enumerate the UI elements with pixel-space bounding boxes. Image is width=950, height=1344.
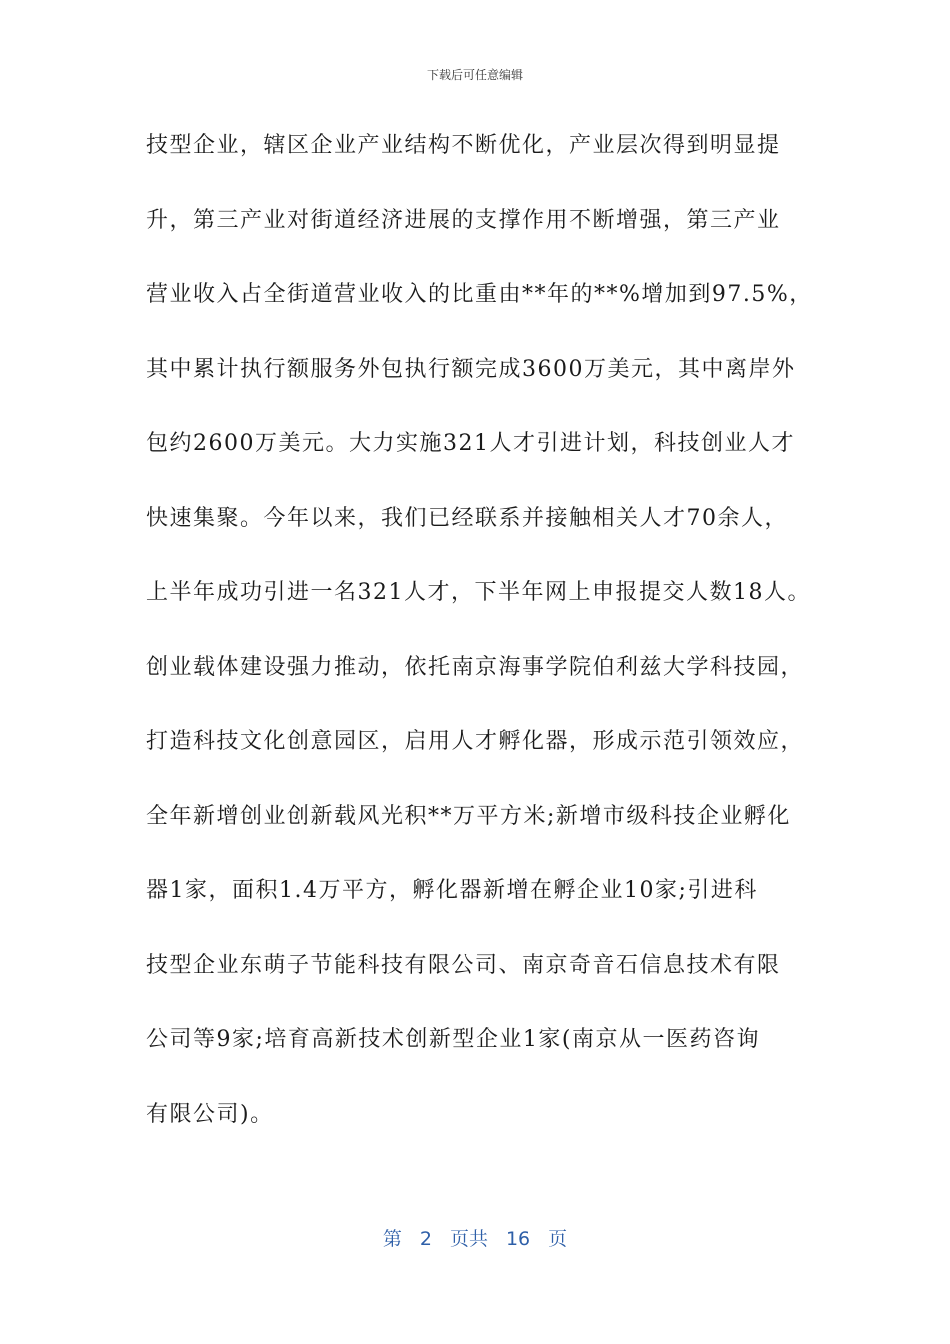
footer-prefix: 第: [382, 1228, 402, 1250]
text-line: 技型企业，辖区企业产业结构不断优化，产业层次得到明显提: [146, 133, 781, 158]
current-page-number: 2: [419, 1228, 432, 1250]
text-line: 打造科技文化创意园区，启用人才孵化器，形成示范引领效应，: [146, 729, 805, 754]
footer-middle: 页共: [449, 1228, 488, 1250]
footer-suffix: 页: [548, 1228, 568, 1250]
text-line: 公司等9家;培育高新技术创新型企业1家(南京从一医药咨询: [146, 1027, 760, 1052]
text-line: 营业收入占全街道营业收入的比重由**年的**%增加到97.5%，: [146, 282, 813, 307]
header-note: 下载后可任意编辑: [426, 68, 523, 82]
text-line: 包约2600万美元。大力实施321人才引进计划，科技创业人才: [146, 431, 795, 456]
text-line: 升，第三产业对街道经济进展的支撑作用不断增强，第三产业: [146, 207, 781, 233]
text-line: 技型企业东萌子节能科技有限公司、南京奇音石信息技术有限: [146, 952, 781, 978]
text-line: 创业载体建设强力推动，依托南京海事学院伯利兹大学科技园，: [146, 654, 805, 680]
total-pages-number: 16: [505, 1228, 531, 1250]
body-text: [146, 126, 846, 1169]
page-number-footer: [0, 1226, 950, 1252]
text-line: 上半年成功引进一名321人才，下半年网上申报提交人数18人。: [146, 580, 811, 605]
text-line: 有限公司)。: [146, 1101, 274, 1127]
text-line: 器1家，面积1.4万平方，孵化器新增在孵企业10家;引进科: [146, 878, 758, 903]
text-line: 快速集聚。今年以来，我们已经联系并接触相关人才70余人，: [146, 505, 788, 531]
text-line: 全年新增创业创新载风光积**万平方米;新增市级科技企业孵化: [146, 803, 791, 829]
text-line: 其中累计执行额服务外包执行额完成3600万美元，其中离岸外: [146, 356, 796, 382]
